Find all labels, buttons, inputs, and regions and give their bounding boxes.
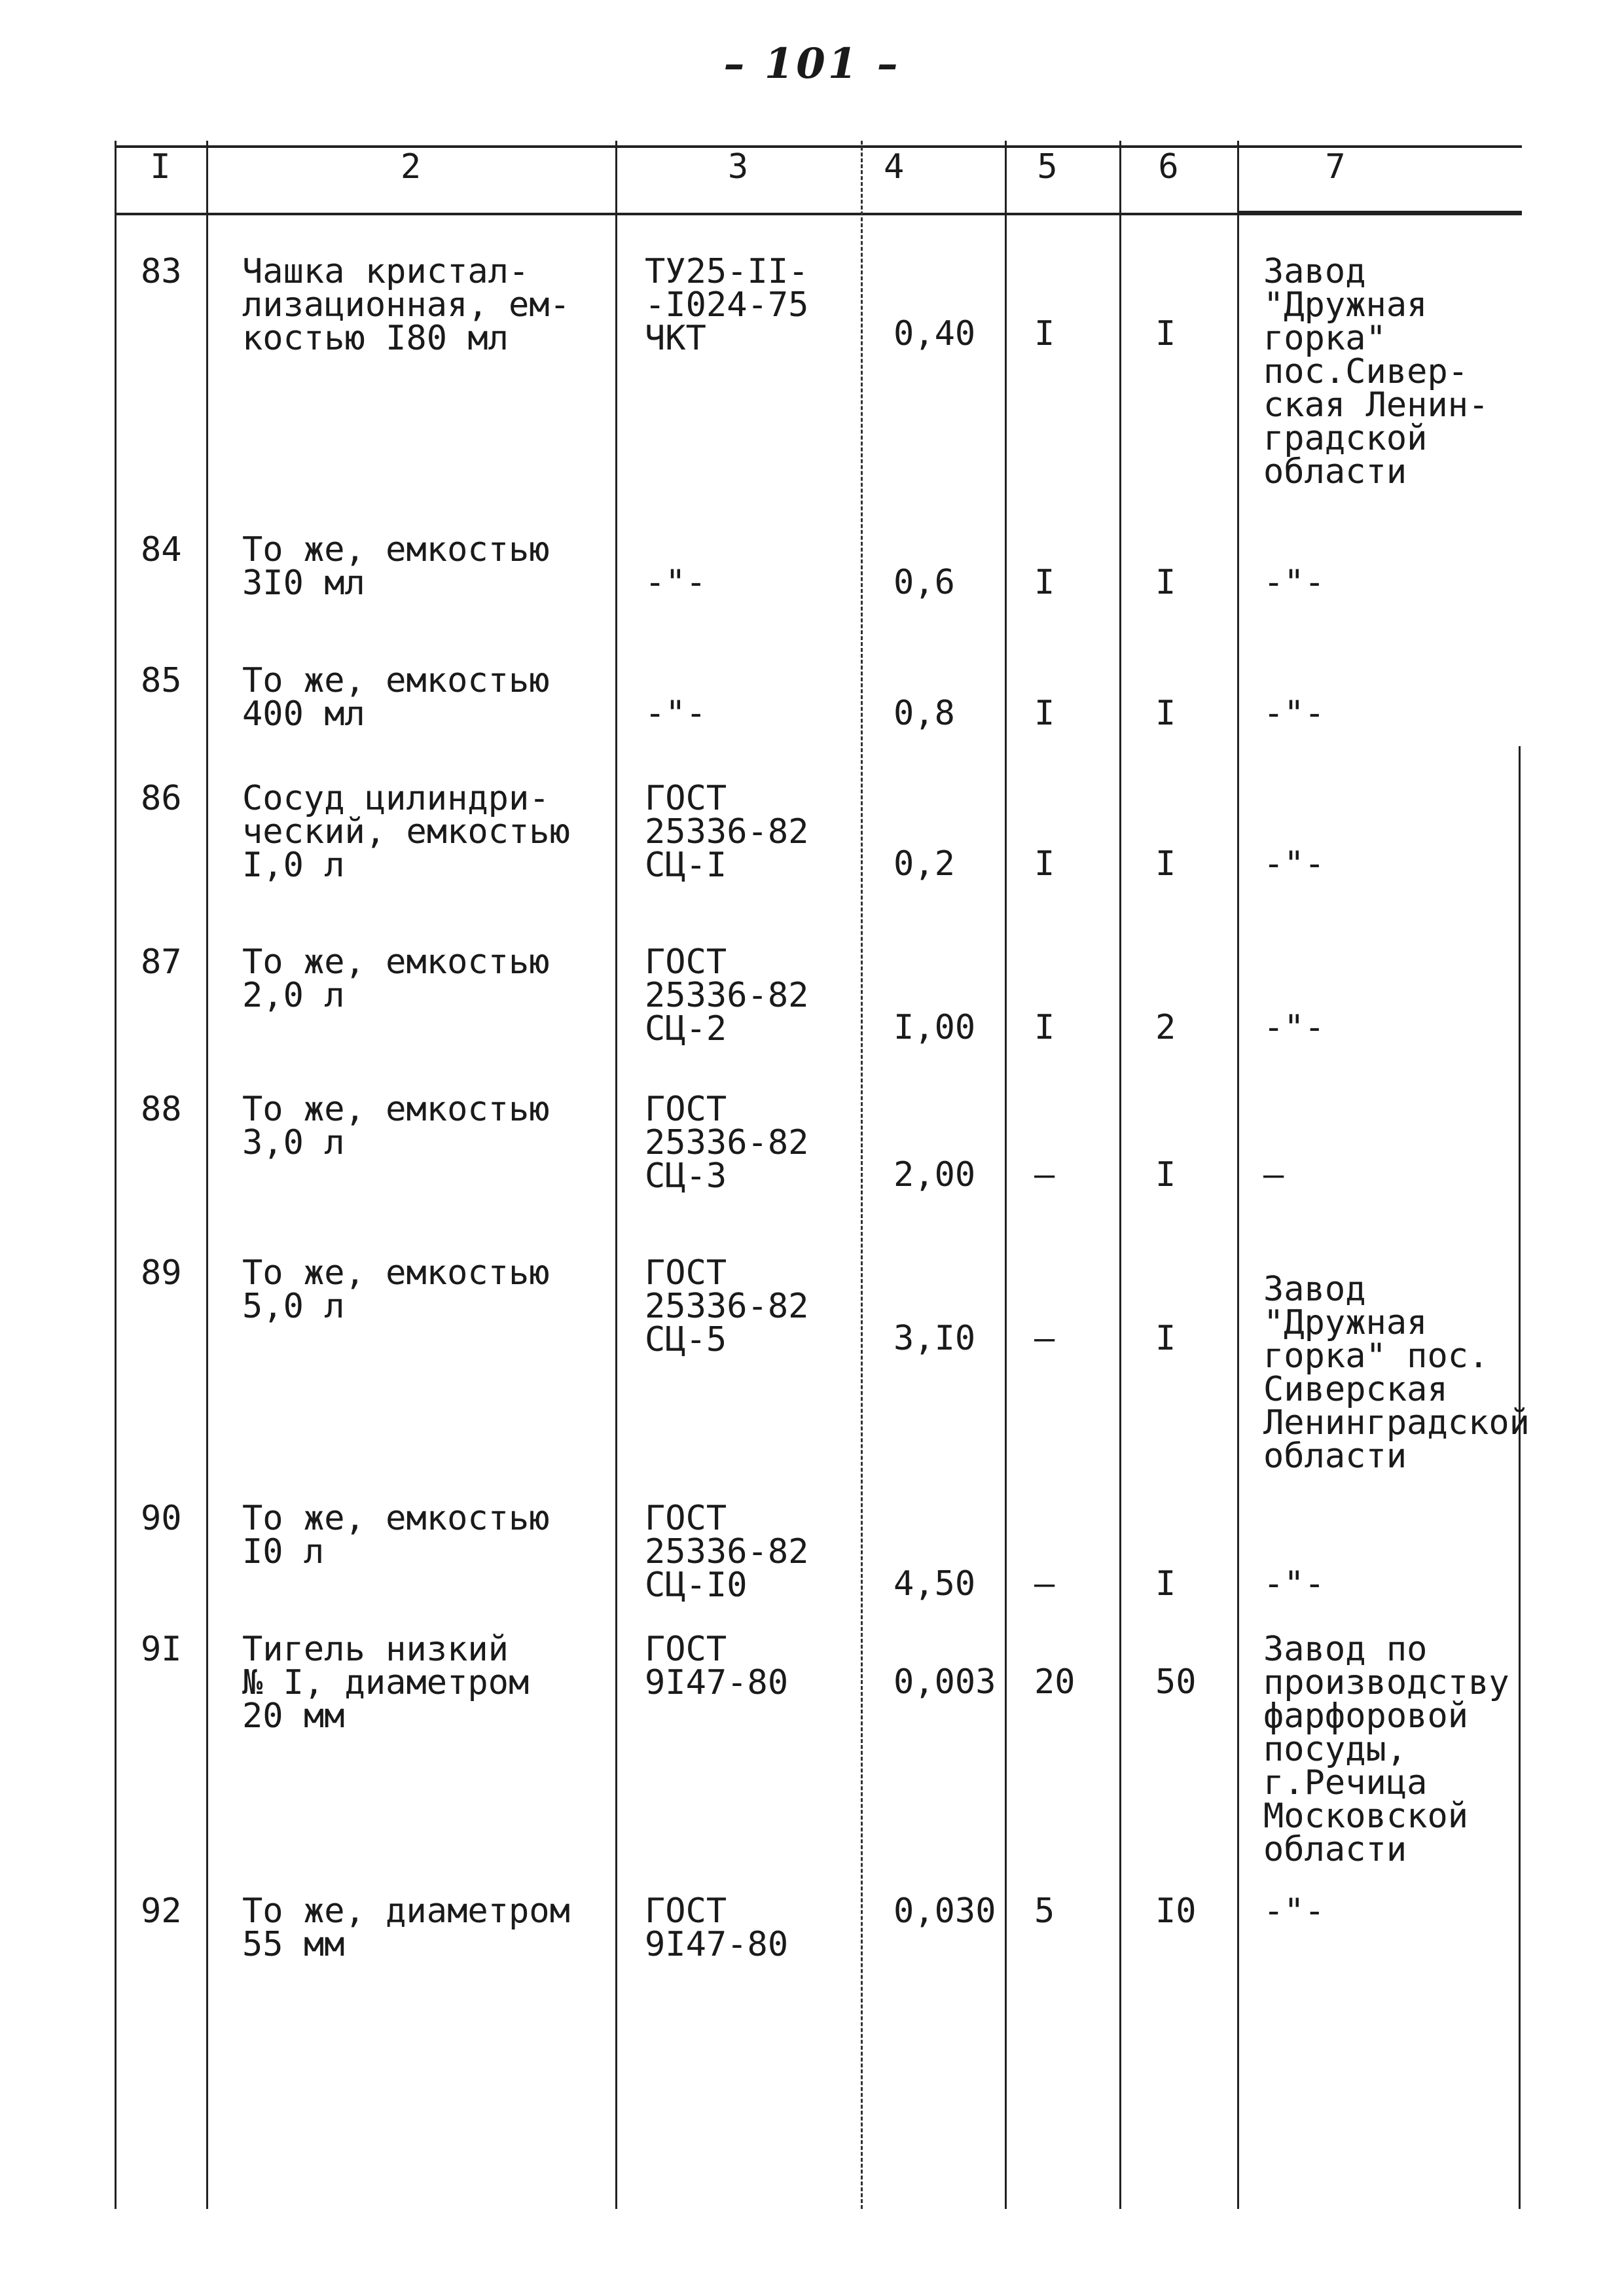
item-price: 0,6 xyxy=(893,563,955,602)
item-standard: ГОСТ 25336-82 СЦ-I0 xyxy=(645,1499,809,1605)
row-number: 83 xyxy=(141,252,182,291)
item-name: Сосуд цилиндри- ческий, емкостью I,0 л xyxy=(242,779,570,885)
row-number: 92 xyxy=(141,1892,182,1931)
item-col5: 5 xyxy=(1034,1892,1055,1931)
item-col6: I0 xyxy=(1155,1892,1197,1931)
item-name: Чашка кристал- лизационная, ем- костью I80 мл xyxy=(242,252,570,358)
column-rule-2 xyxy=(615,141,617,2209)
item-col5: I xyxy=(1034,694,1055,733)
column-header-6: 6 xyxy=(1158,147,1179,187)
item-supplier: -"- xyxy=(1263,694,1325,733)
item-price: 0,8 xyxy=(893,694,955,733)
item-standard: ГОСТ 25336-82 СЦ-I xyxy=(645,779,809,885)
item-standard: -"- xyxy=(645,563,706,602)
item-col5: 20 xyxy=(1034,1662,1075,1702)
item-supplier: – xyxy=(1263,1155,1284,1194)
item-price: 0,2 xyxy=(893,844,955,884)
item-col5: I xyxy=(1034,314,1055,353)
item-supplier: Завод "Дружная горка" пос.Сивер- ская Ленин- градской области xyxy=(1263,252,1489,492)
item-standard: ГОСТ 25336-82 СЦ-2 xyxy=(645,942,809,1049)
item-supplier: -"- xyxy=(1263,1892,1325,1931)
row-number: 89 xyxy=(141,1253,182,1293)
item-supplier: Завод "Дружная горка" пос. Сиверская Ленинградской области xyxy=(1263,1270,1530,1476)
item-standard: ТУ25-II- -I024-75 ЧКТ xyxy=(645,252,809,358)
item-col5: – xyxy=(1034,1155,1055,1194)
column-header-4: 4 xyxy=(884,147,905,187)
item-price: I,00 xyxy=(893,1008,976,1047)
item-price: 3,I0 xyxy=(893,1319,976,1358)
column-rule-left xyxy=(115,141,117,2209)
page-number: – 101 – xyxy=(723,39,901,88)
column-header-5: 5 xyxy=(1037,147,1058,187)
item-col6: 2 xyxy=(1155,1008,1176,1047)
row-number: 9I xyxy=(141,1630,182,1669)
item-col5: – xyxy=(1034,1319,1055,1358)
row-number: 88 xyxy=(141,1090,182,1129)
item-name: То же, емкостью 400 мл xyxy=(242,661,550,734)
item-name: То же, диаметром 55 мм xyxy=(242,1892,570,1964)
item-supplier: -"- xyxy=(1263,844,1325,884)
item-col5: I xyxy=(1034,844,1055,884)
row-number: 84 xyxy=(141,530,182,569)
column-header-3: 3 xyxy=(727,147,749,187)
item-col6: I xyxy=(1155,1564,1176,1604)
item-name: То же, емкостью 3,0 л xyxy=(242,1090,550,1162)
row-number: 85 xyxy=(141,661,182,700)
item-standard: ГОСТ 9I47-80 xyxy=(645,1630,789,1702)
header-bottom-rule-right xyxy=(1237,211,1522,213)
row-number: 87 xyxy=(141,942,182,982)
column-header-7: 7 xyxy=(1325,147,1346,187)
item-col6: I xyxy=(1155,844,1176,884)
item-supplier: -"- xyxy=(1263,563,1325,602)
item-price: 0,003 xyxy=(893,1662,996,1702)
item-name: То же, емкостью 2,0 л xyxy=(242,942,550,1015)
item-price: 0,030 xyxy=(893,1892,996,1931)
column-rule-3 xyxy=(861,141,863,2209)
item-col6: I xyxy=(1155,563,1176,602)
item-name: То же, емкостью 3I0 мл xyxy=(242,530,550,603)
item-supplier: Завод по производству фарфоровой посуды, г.Речица Московской области xyxy=(1263,1630,1509,1869)
column-rule-6 xyxy=(1237,141,1239,2209)
item-col5: – xyxy=(1034,1564,1055,1604)
item-col5: I xyxy=(1034,563,1055,602)
item-col6: I xyxy=(1155,314,1176,353)
item-standard: -"- xyxy=(645,694,706,733)
column-header-1: I xyxy=(150,147,171,187)
row-number: 90 xyxy=(141,1499,182,1538)
item-name: Тигель низкий № I, диаметром 20 мм xyxy=(242,1630,530,1736)
item-price: 2,00 xyxy=(893,1155,976,1194)
item-name: То же, емкостью 5,0 л xyxy=(242,1253,550,1326)
item-standard: ГОСТ 9I47-80 xyxy=(645,1892,789,1964)
row-number: 86 xyxy=(141,779,182,818)
item-standard: ГОСТ 25336-82 СЦ-3 xyxy=(645,1090,809,1196)
column-rule-5 xyxy=(1119,141,1121,2209)
item-col6: I xyxy=(1155,694,1176,733)
item-price: 0,40 xyxy=(893,314,976,353)
item-supplier: -"- xyxy=(1263,1564,1325,1604)
column-rule-4 xyxy=(1005,141,1007,2209)
item-name: То же, емкостью I0 л xyxy=(242,1499,550,1571)
column-header-2: 2 xyxy=(400,147,422,187)
item-col6: 50 xyxy=(1155,1662,1197,1702)
column-rule-1 xyxy=(206,141,208,2209)
item-col5: I xyxy=(1034,1008,1055,1047)
item-col6: I xyxy=(1155,1319,1176,1358)
item-supplier: -"- xyxy=(1263,1008,1325,1047)
column-rule-right xyxy=(1519,746,1521,2209)
item-col6: I xyxy=(1155,1155,1176,1194)
item-price: 4,50 xyxy=(893,1564,976,1604)
item-standard: ГОСТ 25336-82 СЦ-5 xyxy=(645,1253,809,1359)
